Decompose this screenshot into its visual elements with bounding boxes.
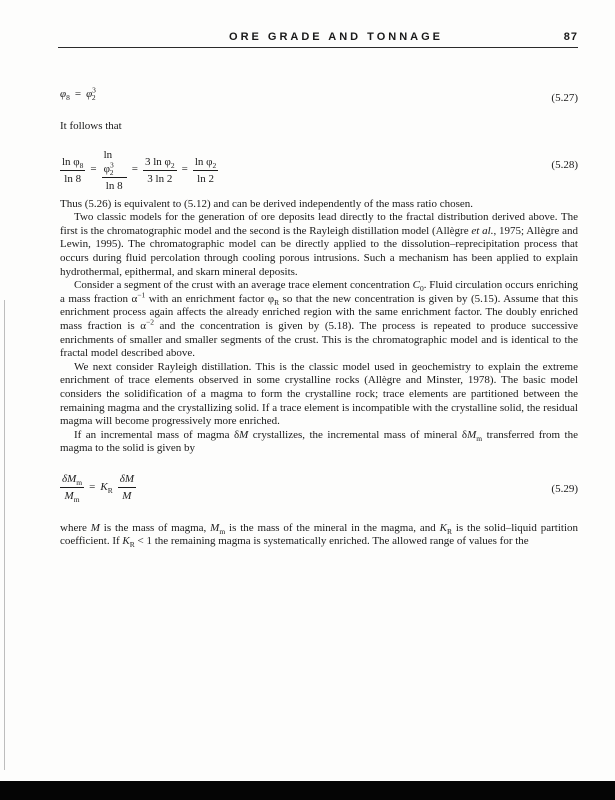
eq-5-29-lhs: $\frac{\delta M_m}{M_m}$	[62, 472, 83, 505]
page-header	[58, 31, 578, 48]
eq-5-28-term-3: $\frac{3 \ln \varphi_2}{3 \ln 2}$	[145, 155, 175, 185]
paragraph-6: where M is the mass of magma, $M_m$ is the mass of the mineral in the magma, and $K_R$ is the solid–liquid partition coefficient. If $K_R < 1$ the remaining magma is systematically enriched. The allowed range of values for the	[60, 521, 578, 550]
page-body	[60, 85, 579, 550]
follows-text: It follows that	[60, 120, 122, 132]
eq-5-28-equals-1: =	[90, 163, 97, 176]
paragraph-4: We next consider Rayleigh distillation. This is the classic model used in geochemistry to explain the extreme enrichment of trace elements observed in some crystalline rocks (Allègre and Minster, 1978). The basic model considers the solidification of a magma to form the crystalline rock; trace elements are partitioned between the remaining magma and the crystallizing solid. If a trace element is incompatible with the crystalline solid, the residual magma will become progressively more enriched.	[60, 360, 578, 428]
paragraph-3: Consider a segment of the crust with an average trace element concentration $C_0$. Fluid circulation occurs enriching a mass fraction $\alpha^{-1}$ with an enrichment factor $\varphi_R$ so that the new concentration is given by (5.15). Assume that this enrichment process again affects the already enriched region with the same enrichment factor. The doubly enriched mass fraction is $\alpha^{-2}$ and the concentration is given by (5.18). The process is repeated to produce successive enrichments of smaller and smaller segments of the crust. This is the chromatographic model and is identical to the fractal model described above.	[60, 279, 579, 360]
equation-5-29	[60, 472, 578, 508]
equation-number: (5.29)	[551, 483, 578, 496]
equation-5-28	[60, 148, 578, 192]
page-number: 87	[563, 31, 578, 43]
paragraph-1: Thus (5.26) is equivalent to (5.12) and can be derived independently of the mass ratio chosen.	[60, 197, 473, 210]
paragraph-2: Two classic models for the generation of ore deposits lead directly to the fractal distribution derived above. The first is the chromatographic model and the second is the Rayleigh distillation model (Allègre et al., 1975; Allègre and Lewin, 1995). The chromatographic model can be directly applied to the dissolution–reprecipitation process that occurs during fluid percolation through cooling porous intrusions. Such a mechanism has been applied to explain hydrothermal, epithermal, and skarn mineral deposits.	[60, 211, 578, 278]
eq-5-28-term-4: $\frac{\ln \varphi_2}{\ln 2}$	[194, 155, 217, 185]
running-head: ORE GRADE AND TONNAGE	[229, 31, 443, 43]
paragraph-5: If an incremental mass of magma δM crystallizes, the incremental mass of mineral $\delta M_m$ transferred from the magma to the solid is given by	[60, 428, 578, 455]
eq-5-27-rhs: $\varphi^3_2$	[86, 85, 96, 103]
eq-5-29-equals: =	[89, 480, 96, 493]
eq-5-27-lhs: $\varphi_8$	[60, 88, 70, 103]
eq-5-28-term-1: $\frac{\ln \varphi_8}{\ln 8}$	[62, 155, 84, 185]
eq-5-29-rhs: $\frac{\delta M}{M}$	[119, 472, 134, 502]
eq-5-27-equals: =	[74, 88, 82, 100]
eq-5-29-coefficient: $K_R$	[100, 480, 113, 495]
eq-5-28-equals-2: =	[131, 163, 138, 176]
equation-number: (5.28)	[551, 158, 578, 171]
equation-5-27	[60, 85, 578, 110]
eq-5-28-term-2: $\frac{\ln \varphi^3_2}{\ln 8}$	[102, 148, 127, 193]
eq-5-28-equals-3: =	[181, 163, 188, 176]
equation-number: (5.27)	[551, 92, 578, 105]
scan-bottom-band	[0, 781, 615, 800]
scan-left-edge	[4, 300, 5, 770]
